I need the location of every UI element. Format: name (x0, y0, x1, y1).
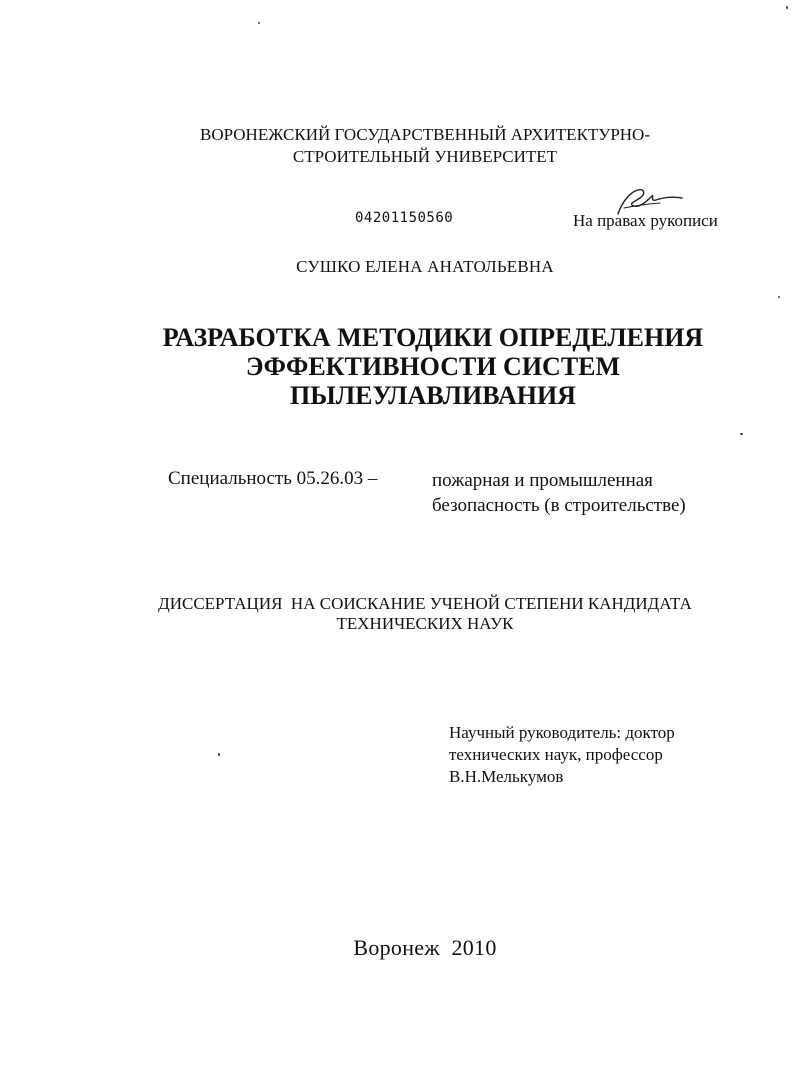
dissertation-title (60, 323, 794, 410)
scan-speck (258, 22, 260, 24)
title-line-1: РАЗРАБОТКА МЕТОДИКИ ОПРЕДЕЛЕНИЯ (162, 323, 704, 352)
supervisor-line-3: В.Н.Мелькумов (449, 767, 564, 786)
title-line-3: ПЫЛЕУЛАВЛИВАНИЯ (290, 381, 576, 410)
manuscript-rights-note: На правах рукописи (573, 211, 718, 230)
specialty-name-line-2: безопасность (в строительстве) (432, 495, 686, 516)
degree-line-1: ДИССЕРТАЦИЯ НА СОИСКАНИЕ УЧЕНОЙ СТЕПЕНИ КАНДИДАТА (158, 594, 692, 613)
university-name (100, 124, 750, 168)
title-line-2: ЭФФЕКТИВНОСТИ СИСТЕМ (245, 352, 621, 381)
university-line-2: СТРОИТЕЛЬНЫЙ УНИВЕРСИТЕТ (292, 147, 558, 166)
degree-line-2: ТЕХНИЧЕСКИХ НАУК (336, 614, 514, 633)
scan-speck (778, 296, 780, 298)
degree-statement (100, 594, 750, 634)
supervisor-line-2: технических наук, профессор (449, 745, 663, 764)
inventory-number: 04201150560 (355, 210, 454, 226)
scan-speck (786, 6, 788, 9)
scan-speck (740, 433, 743, 435)
scan-speck (218, 753, 220, 756)
author-name: СУШКО ЕЛЕНА АНАТОЛЬЕВНА (296, 257, 554, 276)
specialty-name (432, 468, 686, 518)
scientific-supervisor (449, 722, 675, 788)
university-line-1: ВОРОНЕЖСКИЙ ГОСУДАРСТВЕННЫЙ АРХИТЕКТУРНО- (200, 125, 650, 144)
supervisor-line-1: Научный руководитель: доктор (449, 723, 675, 742)
city-year: Воронеж 2010 (353, 935, 497, 960)
specialty-name-line-1: пожарная и промышленная (432, 470, 653, 491)
specialty-label: Специальность 05.26.03 – (168, 468, 378, 489)
